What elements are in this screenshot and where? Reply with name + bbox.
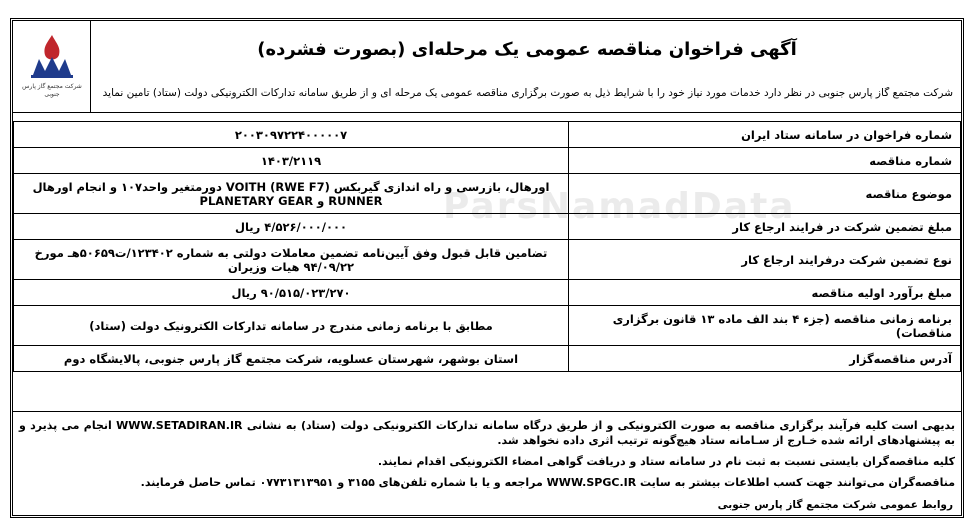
row-label: مبلغ تضمین شرکت در فرایند ارجاع کار xyxy=(569,214,961,240)
note-paragraph: مناقصه‌گران می‌توانند جهت کسب اطلاعات بیشتر به سایت WWW.SPGC.IR مراجعه و یا با شماره تلفن‌های ۳۱۵۵ و ۰۷۷۳۱۳۱۳۹۵۱ تماس حاصل فرمایند. xyxy=(140,476,955,489)
table-row xyxy=(14,174,961,214)
row-label: موضوع مناقصه xyxy=(569,174,961,214)
announcement-frame xyxy=(10,18,964,518)
table-row xyxy=(14,122,961,148)
table-row xyxy=(14,240,961,280)
row-value: ۲۰۰۳۰۹۷۲۲۴۰۰۰۰۰۷ xyxy=(14,122,569,148)
page-subtitle: شرکت مجتمع گاز پارس جنوبی در نظر دارد خدمات مورد نیاز خود را با شرایط ذیل به صورت برگزاری مناقصه عمومی یک مرحله ای و از طریق سامانه تدارکات الکترونیکی دولت (ستاد) تامین نماید xyxy=(102,87,953,99)
row-value: ۹۰/۵۱۵/۰۲۳/۲۷۰ ریال xyxy=(14,280,569,306)
company-logo xyxy=(13,21,91,113)
note-paragraph: بدیهی است کلیه فرآیند برگزاری مناقصه به صورت الکترونیکی و از طریق درگاه سامانه تدارکات الکترونیکی دولت (ستاد) به نشانی WWW.SETADIRAN.IR انجام می پذیرد و به پیشنهادهای ارائه شده خـارج از سـامانه ستاد هیچ‌گونه ترتیب اثری داده نخواهد شد. xyxy=(19,419,956,447)
table-row xyxy=(14,214,961,240)
tender-info-table xyxy=(13,121,961,372)
row-label: نوع تضمین شرکت درفرایند ارجاع کار xyxy=(569,240,961,280)
row-label: برنامه زمانی مناقصه (جزء ۴ بند الف ماده ۱۳ قانون برگزاری مناقصات) xyxy=(569,306,961,346)
note-paragraph: کلیه مناقصه‌گران بایستی نسبت به ثبت نام در سامانه ستاد و دریافت گواهی امضاء الکترونیکی اقدام نمایند. xyxy=(377,455,955,468)
flame-logo-icon xyxy=(25,31,79,83)
logo-caption: شرکت مجتمع گاز پارس جنوبی xyxy=(22,83,82,98)
watermark: ParsNamadData xyxy=(443,186,796,227)
row-label: شماره مناقصه xyxy=(569,148,961,174)
footer-signature: روابط عمومی شرکت مجتمع گاز پارس جنوبی xyxy=(717,499,953,511)
row-label: آدرس مناقصه‌گزار xyxy=(569,346,961,372)
header xyxy=(13,21,961,113)
row-value: تضامین قابل قبول وفق آیین‌نامه تضمین معاملات دولتی به شماره ۱۲۳۴۰۲/ت۵۰۶۵۹هـ مورخ ۹۴/۰۹/۲۲ هیات وزیران xyxy=(14,240,569,280)
table-row xyxy=(14,148,961,174)
page-title: آگهی فراخوان مناقصه عمومی یک مرحله‌ای (بصورت فشرده) xyxy=(257,39,797,60)
row-label: مبلغ برآورد اولیه مناقصه xyxy=(569,280,961,306)
row-value: ۴/۵۲۶/۰۰۰/۰۰۰ ریال xyxy=(14,214,569,240)
table-row xyxy=(14,280,961,306)
row-value: اورهال، بازرسی و راه اندازی گیربکس VOITH (RWE F7) دورمتغیر واحد۱۰۷ و انجام اورهال RUNNER و PLANETARY GEAR xyxy=(14,174,569,214)
row-value: ۱۴۰۳/۲۱۱۹ xyxy=(14,148,569,174)
table-row xyxy=(14,306,961,346)
row-label: شماره فراخوان در سامانه ستاد ایران xyxy=(569,122,961,148)
row-value: استان بوشهر، شهرستان عسلویه، شرکت مجتمع گاز پارس جنوبی، پالایشگاه دوم xyxy=(14,346,569,372)
table-row xyxy=(14,346,961,372)
row-value: مطابق با برنامه زمانی مندرج در سامانه تدارکات الکترونیک دولت (ستاد) xyxy=(14,306,569,346)
